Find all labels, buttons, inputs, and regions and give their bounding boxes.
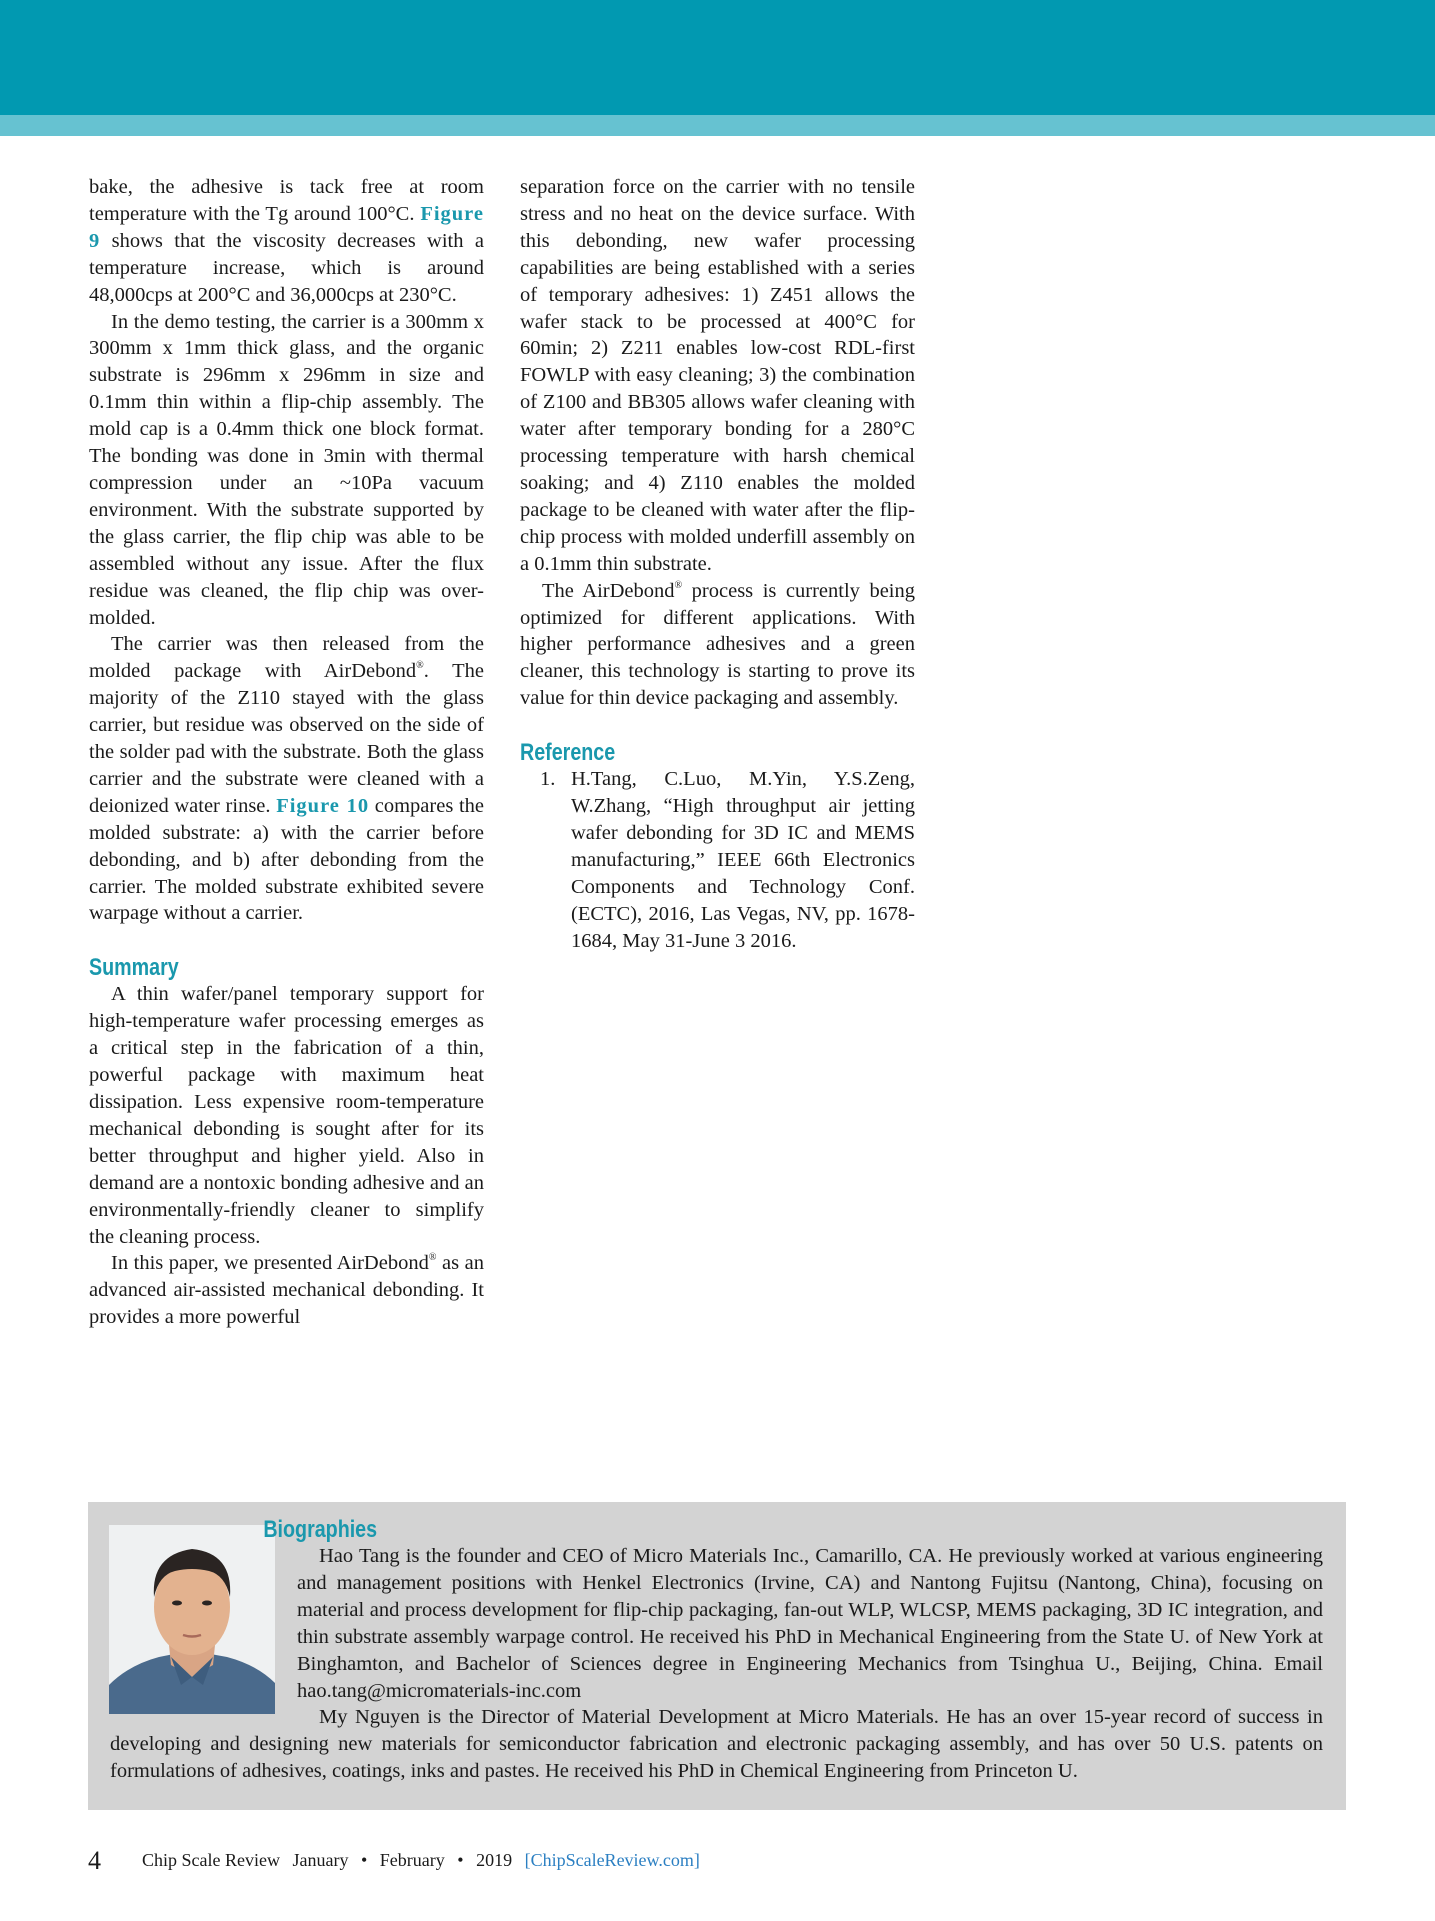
- bio-hao-tang: Hao Tang is the founder and CEO of Micro Materials Inc., Camarillo, CA. He previously worked at various engineering and management positions with Henkel Electronics (Irvine, CA) and Nantong Fujitsu (Nantong, China), focusing on material and process development for flip-chip packaging, fan-out WLP, WLCSP, MEMS packaging, 3D IC integration, and thin substrate assembly warpage control. He received his PhD in Mechanical Engineering from the State U. of New York at Binghamton, and Bachelor of Sciences degree in Engineering Mechanics from Tsinghua U., Beijing, China. Email hao.tang@micromaterials-inc.com: [297, 1545, 1323, 1702]
- paragraph: [89, 1250, 484, 1331]
- paragraph: [89, 174, 484, 309]
- bio-my-nguyen: My Nguyen is the Director of Material Development at Micro Materials. He has an over 15-year record of success in developing and designing new materials for semiconductor fabrication and electronic packaging assembly, and has over 50 U.S. patents on formulations of adhesives, coatings, inks and pastes. He received his PhD in Chemical Engineering from Princeton U.: [110, 1706, 1323, 1783]
- paragraph-text: process is currently being optimized for different applications. With higher performance adhesives and a green cleaner, this technology is starting to prove its value for thin device packaging and assembly.: [520, 579, 915, 710]
- issue-month-1: January: [292, 1850, 349, 1870]
- biographies-heading: Biographies: [263, 1516, 378, 1543]
- paragraph-text: The carrier was then released from the molded package with AirDebond: [89, 633, 484, 683]
- publication-line: [142, 1850, 708, 1871]
- paragraph-text: The AirDebond: [542, 579, 675, 602]
- bullet-separator: •: [457, 1850, 464, 1870]
- spacer: [520, 712, 915, 739]
- reference-text: H.Tang, C.Luo, M.Yin, Y.S.Zeng, W.Zhang, “High throughput air jetting wafer debonding for 3D IC and MEMS manufacturing,” IEEE 66th Electronics Components and Technology Conf. (ECTC), 2016, Las Vegas, NV, pp. 1678-1684, May 31-June 3 2016.: [571, 768, 915, 952]
- reference-item: [520, 766, 915, 954]
- summary-heading: Summary: [89, 954, 179, 982]
- registered-mark: ®: [428, 1252, 437, 1264]
- paragraph-text: bake, the adhesive is tack free at room temperature with the Tg around 100°C.: [89, 176, 484, 225]
- paragraph: [520, 578, 915, 713]
- paragraph-text: In this paper, we presented AirDebond: [111, 1252, 429, 1275]
- paragraph-text: shows that the viscosity decreases with a temperature increase, which is around 48,000cps at 200°C and 36,000cps at 230°C.: [89, 229, 484, 306]
- paragraph: [89, 631, 484, 927]
- photo-float-spacer: [110, 1516, 297, 1717]
- website-link[interactable]: [ChipScaleReview.com]: [524, 1850, 700, 1870]
- reference-number: 1.: [540, 768, 556, 791]
- header-band-dark: [0, 0, 1435, 115]
- paragraph-text: compares the molded substrate: a) with the carrier before debonding, and b) after debonding from the carrier. The molded substrate exhibited severe warpage without a carrier.: [89, 794, 485, 925]
- paragraph: In the demo testing, the carrier is a 300mm x 300mm x 1mm thick glass, and the organic substrate is 296mm x 296mm in size and 0.1mm thin within a flip-chip assembly. The mold cap is a 0.4mm thick one block format. The bonding was done in 3min with thermal compression under an ~10Pa vacuum environment. With the substrate supported by the glass carrier, the flip chip was able to be assembled without any issue. After the flux residue was cleaned, the flip chip was over-molded.: [89, 310, 484, 629]
- biographies-box: [88, 1502, 1346, 1810]
- header-band-light: [0, 115, 1435, 136]
- paragraph-text: . The majority of the Z110 stayed with the glass carrier, but residue was observed on the side of the solder pad with the substrate. Both the glass carrier and the substrate were cleaned with a deionized water rinse.: [89, 660, 484, 817]
- reference-heading: Reference: [520, 739, 616, 767]
- registered-mark: ®: [416, 660, 424, 672]
- reference-list: [520, 766, 915, 954]
- biographies-text: [110, 1516, 1323, 1785]
- issue-month-2: February: [379, 1850, 445, 1870]
- spacer: [89, 927, 484, 954]
- paragraph: separation force on the carrier with no tensile stress and no heat on the device surface. With this debonding, new wafer processing capabilities are being established with a series of temporary adhesives: 1) Z451 allows the wafer stack to be processed at 400°C for 60min; 2) Z211 enables low-cost RDL-first FOWLP with easy cleaning; 3) the combination of Z100 and BB305 allows wafer cleaning with water after temporary bonding for a 280°C processing temperature with harsh chemical soaking; and 4) Z110 enables the molded package to be cleaned with water after the flip-chip process with molded underfill assembly on a 0.1mm thin substrate.: [520, 176, 915, 575]
- paragraph: A thin wafer/panel temporary support for high-temperature wafer processing emerges as a critical step in the fabrication of a thin, powerful package with maximum heat dissipation. Less expensive room-temperature mechanical debonding is sought after for its better throughput and higher yield. Also in demand are a nontoxic bonding adhesive and an environmentally-friendly cleaner to simplify the cleaning process.: [89, 983, 484, 1248]
- bullet-separator: •: [360, 1850, 368, 1870]
- page-number: 4: [88, 1846, 101, 1875]
- registered-mark: ®: [674, 579, 683, 591]
- paragraph-text: as an advanced air-assisted mechanical debonding. It provides a more powerful: [89, 1252, 484, 1329]
- left-column: [89, 174, 484, 1331]
- issue-year: 2019: [476, 1850, 513, 1870]
- publication-name: Chip Scale Review: [142, 1850, 280, 1870]
- right-column: [520, 174, 915, 954]
- figure-9-link[interactable]: Figure 9: [89, 202, 485, 252]
- figure-10-link[interactable]: Figure 10: [276, 794, 370, 817]
